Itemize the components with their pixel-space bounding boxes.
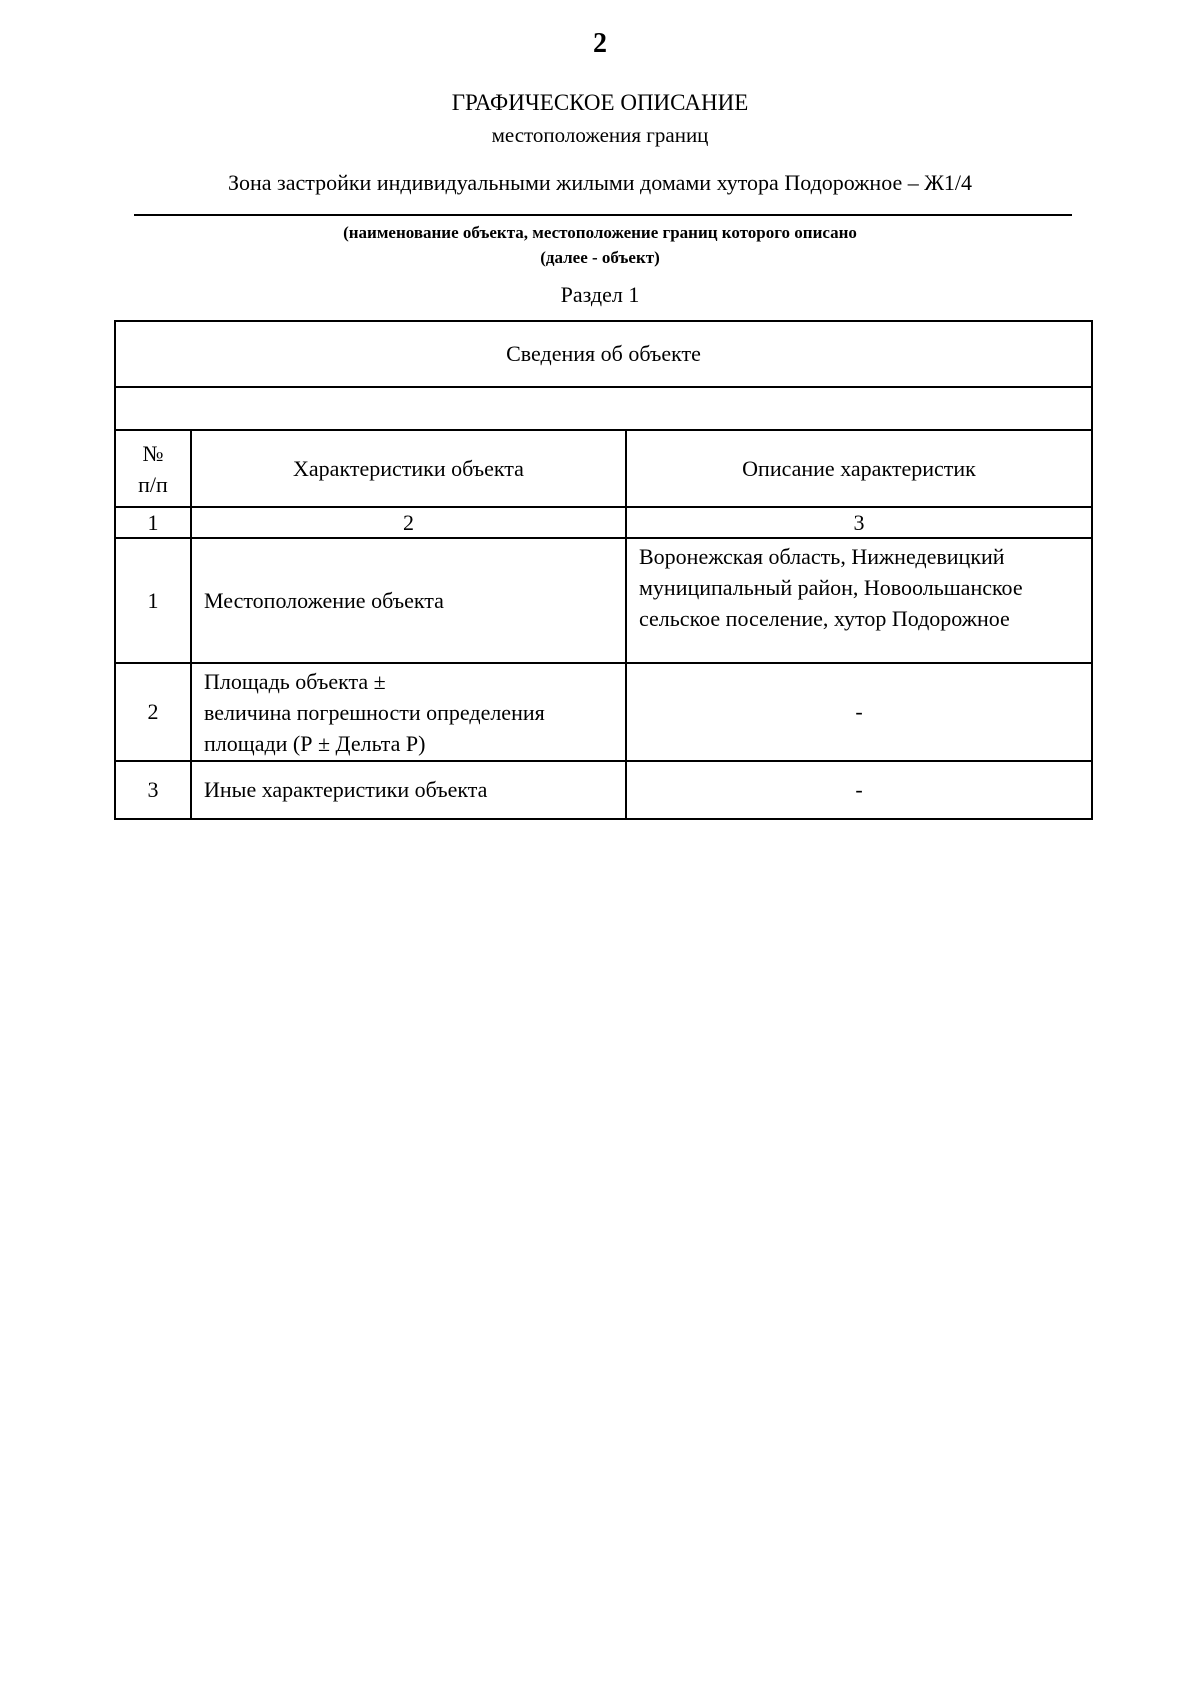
table-row bbox=[115, 538, 1092, 663]
row-characteristic bbox=[191, 663, 626, 761]
table-row bbox=[115, 663, 1092, 761]
table-empty-cell bbox=[115, 387, 1092, 430]
row-characteristic-line: Местоположение объекта bbox=[204, 588, 444, 613]
table-header-row bbox=[115, 430, 1092, 507]
row-characteristic: Иные характеристики объекта bbox=[191, 761, 626, 819]
row-number: 1 bbox=[115, 538, 191, 663]
column-number: 2 bbox=[191, 507, 626, 538]
object-name: Зона застройки индивидуальными жилыми домами хутора Подорожное – Ж1/4 bbox=[227, 170, 973, 195]
row-number: 2 bbox=[115, 663, 191, 761]
header-num-line-1: № bbox=[142, 440, 164, 466]
page-number: 2 bbox=[593, 28, 607, 59]
header-characteristics: Характеристики объекта bbox=[191, 430, 626, 507]
row-number: 3 bbox=[115, 761, 191, 819]
row-description bbox=[626, 538, 1092, 663]
object-name-caption-line-2: (далее - объект) bbox=[540, 248, 660, 267]
object-info-table bbox=[114, 320, 1093, 820]
table-row bbox=[115, 761, 1092, 819]
object-name-underline bbox=[134, 214, 1072, 216]
document-subtitle: местоположения границ bbox=[491, 123, 709, 147]
header-num-line-2: п/п bbox=[138, 471, 168, 497]
row-description-line: Воронежская область, Нижнедевицкий bbox=[639, 544, 1005, 569]
row-description-line: муниципальный район, Новоольшанское bbox=[639, 575, 1023, 600]
table-title: Сведения об объекте bbox=[115, 321, 1092, 387]
object-name-caption-line-1: (наименование объекта, местоположение границ которого описано bbox=[343, 223, 857, 242]
row-description: - bbox=[626, 761, 1092, 819]
object-name-caption bbox=[0, 220, 1200, 270]
row-characteristic-line: величина погрешности определения bbox=[204, 699, 545, 725]
row-characteristic-line: Площадь объекта ± bbox=[204, 668, 386, 694]
column-number: 3 bbox=[626, 507, 1092, 538]
column-number: 1 bbox=[115, 507, 191, 538]
column-numbers-row bbox=[115, 507, 1092, 538]
header-description: Описание характеристик bbox=[626, 430, 1092, 507]
row-characteristic bbox=[191, 538, 626, 663]
row-description: - bbox=[626, 663, 1092, 761]
document-title: ГРАФИЧЕСКОЕ ОПИСАНИЕ bbox=[451, 90, 749, 115]
header-num bbox=[115, 430, 191, 507]
row-characteristic-line: площади (Р ± Дельта Р) bbox=[204, 730, 426, 756]
row-description-line: сельское поселение, хутор Подорожное bbox=[639, 606, 1010, 631]
section-label: Раздел 1 bbox=[560, 282, 640, 307]
table-title-row bbox=[115, 321, 1092, 387]
table-empty-row bbox=[115, 387, 1092, 430]
